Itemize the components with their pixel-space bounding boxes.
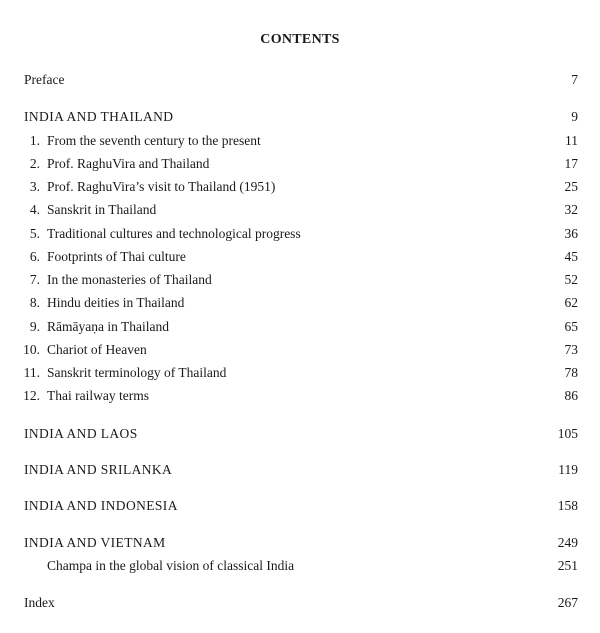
entry-number: 4. <box>29 202 40 217</box>
toc-entry[interactable] <box>0 201 600 219</box>
entry-label: From the seventh century to the present <box>47 133 261 148</box>
toc-entry[interactable] <box>0 225 600 243</box>
entry-number: 5. <box>29 226 40 241</box>
entry-number: 12. <box>23 388 40 403</box>
entry-number: 9. <box>29 319 40 334</box>
entry-label: Traditional cultures and technological progress <box>47 226 301 241</box>
entry-page: 105 <box>557 426 578 441</box>
entry-page: 32 <box>564 202 578 217</box>
entry-label: Sanskrit terminology of Thailand <box>47 365 227 380</box>
entry-label: INDIA AND INDONESIA <box>24 498 178 513</box>
entry-label: Footprints of Thai culture <box>47 249 186 264</box>
entry-label: Hindu deities in Thailand <box>47 295 185 310</box>
toc-entry-preface[interactable] <box>0 71 600 89</box>
entry-label: Prof. RaghuVira and Thailand <box>47 156 210 171</box>
toc-entry[interactable] <box>0 248 600 266</box>
entry-page: 45 <box>564 249 578 264</box>
toc-entry[interactable] <box>0 318 600 336</box>
entry-label: Chariot of Heaven <box>47 342 147 357</box>
toc-entry[interactable] <box>0 294 600 312</box>
entry-page: 7 <box>571 72 578 87</box>
entry-page: 25 <box>564 179 578 194</box>
entry-number: 10. <box>23 342 40 357</box>
toc-section-vietnam[interactable] <box>0 534 600 552</box>
entry-number: 8. <box>29 295 40 310</box>
toc-section-thailand[interactable] <box>0 108 600 126</box>
entry-page: 9 <box>571 109 578 124</box>
entry-label: Champa in the global vision of classical India <box>47 558 295 573</box>
entry-label: Preface <box>24 72 65 87</box>
toc-section-laos[interactable] <box>0 425 600 443</box>
entry-label: INDIA AND VIETNAM <box>24 535 166 550</box>
entry-number: 2. <box>29 156 40 171</box>
entry-page: 73 <box>564 342 578 357</box>
entry-page: 36 <box>564 226 578 241</box>
toc-entry[interactable] <box>0 557 600 575</box>
entry-label: Prof. RaghuVira’s visit to Thailand (1951) <box>47 179 276 194</box>
entry-page: 251 <box>557 558 578 573</box>
toc-entry[interactable] <box>0 155 600 173</box>
entry-number: 11. <box>23 365 40 380</box>
contents-title: CONTENTS <box>260 32 340 47</box>
toc-section-indonesia[interactable] <box>0 497 600 515</box>
entry-page: 65 <box>564 319 578 334</box>
toc-entry[interactable] <box>0 364 600 382</box>
toc-entry[interactable] <box>0 132 600 150</box>
entry-number: 7. <box>29 272 40 287</box>
entry-label: Index <box>24 595 55 610</box>
entry-label: INDIA AND LAOS <box>24 426 138 441</box>
toc-entry[interactable] <box>0 341 600 359</box>
entry-label: INDIA AND THAILAND <box>24 109 174 124</box>
entry-number: 3. <box>29 179 40 194</box>
entry-label: INDIA AND SRILANKA <box>24 462 173 477</box>
toc-entry[interactable] <box>0 271 600 289</box>
toc-entry[interactable] <box>0 178 600 196</box>
entry-label: Thai railway terms <box>47 388 149 403</box>
entry-label: In the monasteries of Thailand <box>47 272 212 287</box>
toc-entry-index[interactable] <box>0 594 600 612</box>
entry-page: 11 <box>565 133 578 148</box>
entry-page: 249 <box>557 535 578 550</box>
entry-page: 119 <box>558 462 578 477</box>
entry-page: 78 <box>564 365 578 380</box>
toc-entry[interactable] <box>0 387 600 405</box>
entry-number: 1. <box>29 133 40 148</box>
entry-page: 158 <box>557 498 578 513</box>
entry-number: 6. <box>29 249 40 264</box>
entry-page: 17 <box>564 156 578 171</box>
entry-label: Rāmāyaṇa in Thailand <box>47 319 169 334</box>
entry-page: 86 <box>564 388 578 403</box>
entry-page: 62 <box>564 295 578 310</box>
entry-label: Sanskrit in Thailand <box>47 202 157 217</box>
entry-page: 52 <box>564 272 578 287</box>
entry-page: 267 <box>557 595 578 610</box>
toc-section-srilanka[interactable] <box>0 461 600 479</box>
